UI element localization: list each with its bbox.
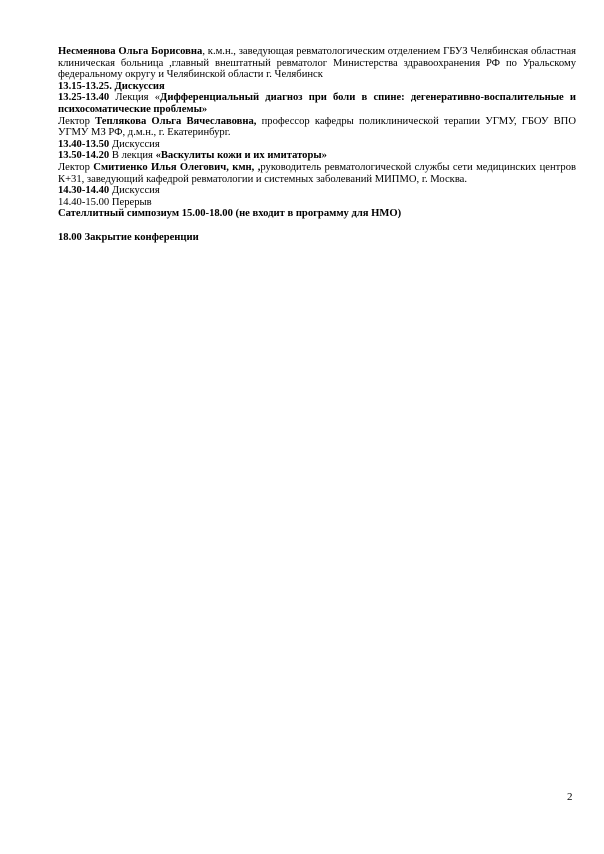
lecture-3-time: 13.50-14.20 [58, 150, 110, 162]
conference-closing: 18.00 Закрытие конференции [58, 231, 199, 243]
lecturer-3-prefix: Лектор [58, 161, 94, 173]
discussion-1: 13.15-13.25. Дискуссия [58, 80, 165, 92]
discussion-2-time: 13.40-13.50 [58, 138, 110, 150]
lecture-2-word: Лекция « [109, 92, 161, 104]
lecture-2-time: 13.25-13.40 [58, 92, 110, 104]
lecture-2-title: Дифференциальный диагноз при боли в спине: дегенеративно-воспалительные и психосоматические проблемы» [58, 92, 576, 115]
lecturer-3-paragraph [58, 162, 576, 185]
lecturer-2-name: Теплякова Ольга Вячеславовна, [95, 115, 257, 127]
break-line: 14.40-15.00 Перерыв [58, 196, 152, 208]
discussion-2-label: Дискуссия [109, 138, 160, 150]
lecture-3-word: В лекция [109, 150, 156, 162]
speaker-1-paragraph [58, 46, 576, 81]
lecture-3-paragraph [58, 150, 576, 162]
discussion-2 [58, 139, 576, 151]
speaker-1-name: Несмеянова Ольга Борисовна [58, 46, 203, 57]
lecture-2-paragraph [58, 92, 576, 115]
lecture-3-title: «Васкулиты кожи и их имитаторы» [155, 150, 327, 162]
discussion-3-label: Дискуссия [109, 185, 160, 197]
page-number: 2 [567, 791, 573, 803]
speaker-1-description: , к.м.н., заведующая ревматологическим отделением ГБУЗ Челябинская областная клиническая больница ,главный внештатный ревматолог Министерства здравоохранения РФ по Уральскому федеральному округу и Челябинской области г. Челябинск [58, 46, 577, 81]
lecturer-2-description: профессор кафедры поликлинической терапии УГМУ, ГБОУ ВПО УГМУ МЗ РФ, д.м.н., г. Екатеринбург. [58, 115, 576, 139]
blank-line [58, 220, 576, 232]
discussion-3-time: 14.30-14.40 [58, 185, 110, 197]
satellite-symposium: Сателлитный симпозиум 15.00-18.00 (не входит в программу для НМО) [58, 208, 402, 220]
discussion-3 [58, 185, 576, 197]
lecturer-2-paragraph [58, 116, 576, 139]
lecturer-2-prefix: Лектор [58, 115, 96, 127]
lecturer-3-name: Смитиенко Илья Олегович, кмн, , [93, 161, 261, 173]
document-body [58, 46, 576, 243]
lecturer-3-description: руководитель ревматологической службы сети медицинских центров К+31, заведующий кафедрой ревматологии и системных заболеваний МИПМО, г. Москва. [58, 161, 576, 185]
